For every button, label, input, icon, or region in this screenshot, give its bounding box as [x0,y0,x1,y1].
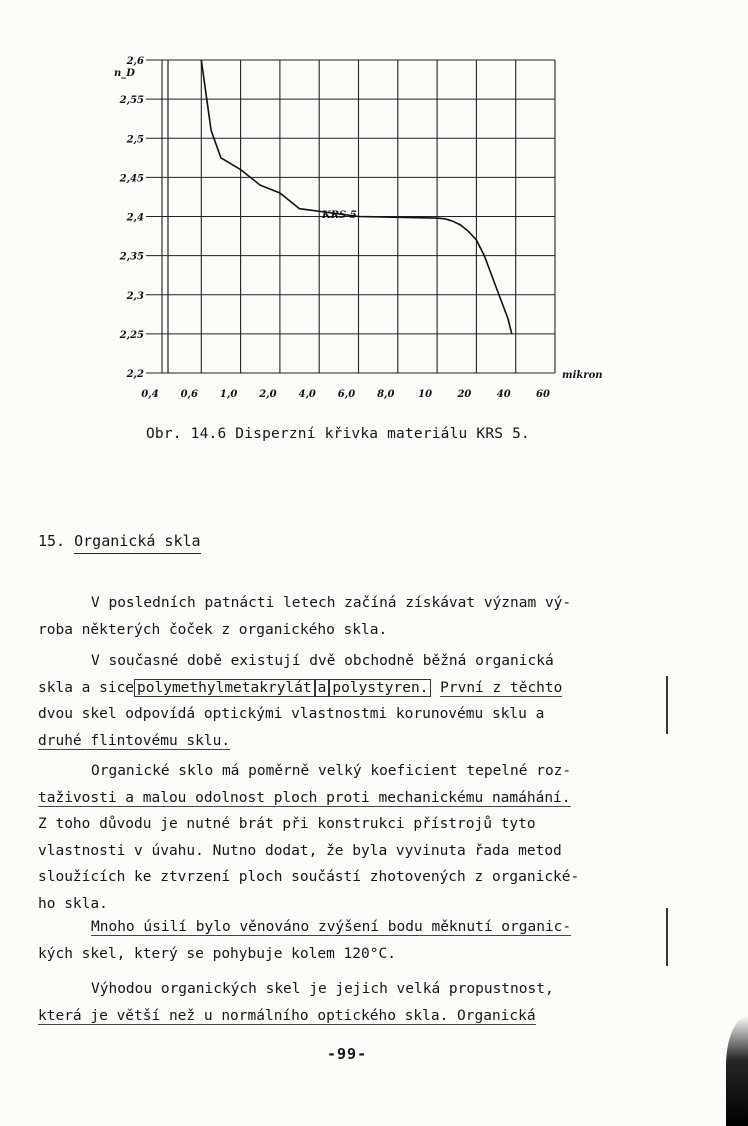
x-tick-label: 1,0 [219,389,238,400]
page-number: -99- [327,1045,368,1063]
margin-mark [666,676,668,734]
underlined-text: Mnoho úsilí bylo věnováno zvýšení bodu měknutí organic- [91,919,572,935]
x-tick-label: 8,0 [377,389,395,400]
text-line [38,675,678,702]
text-segment: První z těchto [440,679,563,696]
y-tick-label: 2,45 [119,173,144,185]
x-tick-label: 0,6 [180,389,199,400]
x-tick-label: 0,4 [141,389,159,400]
y-axis-ticks [119,56,162,380]
section-number: 15. [38,532,66,550]
text-line: dvou skel odpovídá optickými vlastnostmi korunovému sklu a [38,706,545,722]
underlined-text: která je větší než u normálního optického skla. Organická [38,1007,536,1024]
y-tick-label: 2,55 [119,95,144,107]
y-tick-label: 2,35 [119,251,144,263]
y-tick-label: 2,6 [126,56,144,67]
x-tick-label: 2,0 [259,389,277,400]
x-tick-label: 10 [418,389,433,400]
paragraph-5 [38,976,678,1029]
y-tick-label: 2,3 [126,290,144,302]
paragraph-3 [38,758,678,917]
x-tick-label: 40 [496,389,511,400]
y-tick-label: 2,2 [126,369,144,380]
margin-mark [666,908,668,966]
paragraph-2 [38,648,678,754]
text-line: Z toho důvodu je nutné brát při konstrukci přístrojů tyto [38,816,536,832]
text-line: roba některých čoček z organického skla. [38,621,388,638]
text-line: ho skla. [38,895,108,912]
dispersion-chart [100,48,630,408]
text-line [38,728,678,755]
paragraph-1 [38,590,678,643]
x-tick-label: 4,0 [298,389,316,400]
boxed-term-polystyren: polystyren. [329,679,431,697]
x-tick-label: 20 [457,389,472,400]
text-line [38,785,678,812]
y-axis-label: n_D [114,68,135,79]
section-title: Organická skla [74,532,200,554]
text-line: sloužících ke ztvrzení ploch součástí zhotovených z organické- [38,869,580,885]
x-tick-label: 6,0 [337,389,356,400]
text-line: Výhodou organických skel je jejich velká propustnost, [91,981,554,997]
x-axis-label: mikron [562,370,603,381]
x-tick-label: 60 [536,389,550,400]
y-tick-label: 2,4 [126,212,144,224]
text-line: V posledních patnácti letech začíná získávat význam vý- [91,595,572,611]
text-line: V současné době existují dvě obchodně běžná organická [91,653,554,669]
series-line-krs5 [201,60,512,334]
text-line [38,914,678,941]
boxed-term-pmma: polymethylmetakrylát [134,679,315,697]
boxed-term-and: a [315,679,330,697]
paragraph-4 [38,914,678,967]
x-axis-ticks [141,389,550,400]
text-segment: skla a sice [38,679,135,696]
text-line: Organické sklo má poměrně velký koeficient tepelné roz- [91,763,572,779]
underlined-text: taživosti a malou odolnost ploch proti mechanickému namáhání. [38,789,571,806]
y-tick-label: 2,5 [126,134,144,146]
underlined-text: druhé flintovému sklu. [38,732,231,749]
figure-caption: Obr. 14.6 Disperzní křivka materiálu KRS 5. [146,426,530,442]
scan-shadow [726,1016,748,1126]
curve-label: KRS 5 [322,210,357,221]
text-line [38,1003,678,1030]
text-line: kých skel, který se pohybuje kolem 120°C. [38,945,396,962]
section-heading [38,532,201,550]
text-line: vlastnosti v úvahu. Nutno dodat, že byla vyvinuta řada metod [38,842,562,859]
y-tick-label: 2,25 [119,329,144,341]
